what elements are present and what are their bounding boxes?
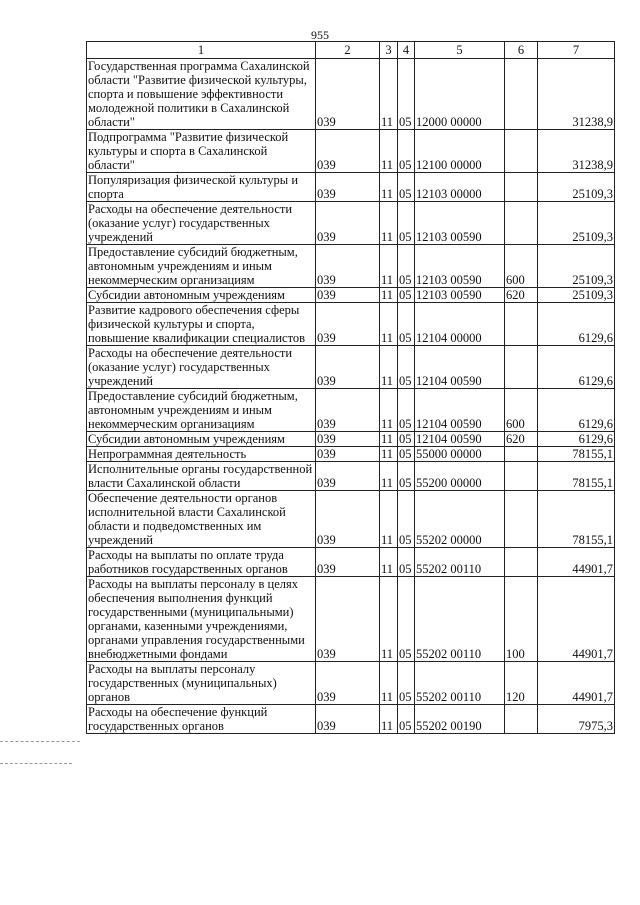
cell-target: 12000 00000	[415, 59, 505, 130]
cell-section: 11	[380, 173, 398, 202]
budget-table	[86, 41, 615, 734]
cell-section: 11	[380, 491, 398, 548]
cell-amount: 25109,3	[538, 173, 615, 202]
cell-amount: 6129,6	[538, 389, 615, 432]
cell-name: Субсидии автономным учреждениям	[87, 432, 316, 447]
cell-type: 600	[505, 389, 538, 432]
cell-section: 11	[380, 346, 398, 389]
column-header: 5	[415, 42, 505, 59]
cell-subsection: 05	[398, 59, 415, 130]
cell-target: 55202 00000	[415, 491, 505, 548]
cell-code: 039	[316, 245, 380, 288]
cell-section: 11	[380, 245, 398, 288]
cell-amount: 78155,1	[538, 491, 615, 548]
cell-subsection: 05	[398, 447, 415, 462]
cell-type	[505, 346, 538, 389]
table-row	[87, 245, 615, 288]
cell-name: Обеспечение деятельности органов исполнительной власти Сахалинской области и подведомственных им учреждений	[87, 491, 316, 548]
table-row	[87, 59, 615, 130]
cell-name: Подпрограмма "Развитие физической культуры и спорта в Сахалинской области"	[87, 130, 316, 173]
cell-type	[505, 447, 538, 462]
cell-amount: 7975,3	[538, 705, 615, 734]
cell-code: 039	[316, 548, 380, 577]
cell-code: 039	[316, 389, 380, 432]
cell-name: Предоставление субсидий бюджетным, автономным учреждениям и иным некоммерческим организациям	[87, 245, 316, 288]
cell-target: 12103 00590	[415, 245, 505, 288]
cell-subsection: 05	[398, 130, 415, 173]
cell-amount: 25109,3	[538, 245, 615, 288]
column-header: 1	[87, 42, 316, 59]
cell-code: 039	[316, 288, 380, 303]
cell-section: 11	[380, 389, 398, 432]
cell-amount: 31238,9	[538, 130, 615, 173]
cell-amount: 6129,6	[538, 346, 615, 389]
cell-subsection: 05	[398, 346, 415, 389]
cell-code: 039	[316, 447, 380, 462]
cell-type	[505, 202, 538, 245]
cell-type: 620	[505, 288, 538, 303]
cell-code: 039	[316, 346, 380, 389]
cell-subsection: 05	[398, 462, 415, 491]
cell-section: 11	[380, 705, 398, 734]
cell-subsection: 05	[398, 577, 415, 662]
cell-name: Расходы на обеспечение деятельности (оказание услуг) государственных учреждений	[87, 346, 316, 389]
table-row	[87, 705, 615, 734]
cell-target: 55000 00000	[415, 447, 505, 462]
table-row	[87, 130, 615, 173]
cell-section: 11	[380, 59, 398, 130]
cell-section: 11	[380, 202, 398, 245]
cell-target: 12103 00590	[415, 202, 505, 245]
cell-amount: 6129,6	[538, 432, 615, 447]
cell-target: 55202 00110	[415, 548, 505, 577]
cell-code: 039	[316, 577, 380, 662]
cell-name: Расходы на обеспечение функций государственных органов	[87, 705, 316, 734]
table-row	[87, 303, 615, 346]
cell-section: 11	[380, 548, 398, 577]
cell-code: 039	[316, 173, 380, 202]
cell-code: 039	[316, 303, 380, 346]
cell-section: 11	[380, 577, 398, 662]
cell-amount: 6129,6	[538, 303, 615, 346]
table-row	[87, 202, 615, 245]
table-row	[87, 173, 615, 202]
cell-code: 039	[316, 432, 380, 447]
column-header: 3	[380, 42, 398, 59]
cell-type: 120	[505, 662, 538, 705]
cell-section: 11	[380, 662, 398, 705]
cell-subsection: 05	[398, 491, 415, 548]
cell-code: 039	[316, 662, 380, 705]
table-row	[87, 389, 615, 432]
cell-name: Непрограммная деятельность	[87, 447, 316, 462]
page-number: 955	[311, 28, 329, 42]
table-row	[87, 447, 615, 462]
cell-subsection: 05	[398, 303, 415, 346]
cell-section: 11	[380, 130, 398, 173]
cell-name: Расходы на выплаты персоналу в целях обеспечения выполнения функций государственными (муниципальными) органами, казенными учреждениями, органами управления государственными внебюджетными фондами	[87, 577, 316, 662]
table-row	[87, 491, 615, 548]
cell-type	[505, 491, 538, 548]
cell-code: 039	[316, 202, 380, 245]
cell-type	[505, 462, 538, 491]
cell-amount: 78155,1	[538, 447, 615, 462]
cell-name: Развитие кадрового обеспечения сферы физической культуры и спорта, повышение квалификации специалистов	[87, 303, 316, 346]
cell-section: 11	[380, 303, 398, 346]
cell-amount: 44901,7	[538, 662, 615, 705]
cell-code: 039	[316, 705, 380, 734]
cell-subsection: 05	[398, 389, 415, 432]
cell-name: Исполнительные органы государственной власти Сахалинской области	[87, 462, 316, 491]
column-header: 2	[316, 42, 380, 59]
cell-target: 12104 00590	[415, 432, 505, 447]
column-header: 4	[398, 42, 415, 59]
cell-amount: 78155,1	[538, 462, 615, 491]
cell-name: Субсидии автономным учреждениям	[87, 288, 316, 303]
scan-mark	[0, 763, 72, 765]
cell-target: 12100 00000	[415, 130, 505, 173]
cell-type	[505, 59, 538, 130]
cell-type	[505, 130, 538, 173]
cell-subsection: 05	[398, 245, 415, 288]
cell-target: 55202 00110	[415, 577, 505, 662]
cell-subsection: 05	[398, 705, 415, 734]
cell-code: 039	[316, 462, 380, 491]
cell-type	[505, 705, 538, 734]
cell-target: 55202 00110	[415, 662, 505, 705]
cell-target: 55202 00190	[415, 705, 505, 734]
cell-type	[505, 173, 538, 202]
cell-subsection: 05	[398, 432, 415, 447]
cell-type	[505, 303, 538, 346]
table-row	[87, 288, 615, 303]
column-header: 7	[538, 42, 615, 59]
cell-subsection: 05	[398, 548, 415, 577]
cell-section: 11	[380, 432, 398, 447]
cell-subsection: 05	[398, 173, 415, 202]
cell-name: Расходы на выплаты персоналу государственных (муниципальных) органов	[87, 662, 316, 705]
table-header-row	[87, 42, 615, 59]
cell-target: 12104 00000	[415, 303, 505, 346]
table-row	[87, 432, 615, 447]
cell-type: 100	[505, 577, 538, 662]
cell-name: Государственная программа Сахалинской области "Развитие физической культуры, спорта и повышение эффективности молодежной политики в Сахалинской области"	[87, 59, 316, 130]
table-row	[87, 662, 615, 705]
cell-name: Предоставление субсидий бюджетным, автономным учреждениям и иным некоммерческим организациям	[87, 389, 316, 432]
cell-amount: 44901,7	[538, 548, 615, 577]
cell-type: 600	[505, 245, 538, 288]
cell-target: 12103 00590	[415, 288, 505, 303]
cell-amount: 31238,9	[538, 59, 615, 130]
cell-target: 12103 00000	[415, 173, 505, 202]
cell-target: 12104 00590	[415, 346, 505, 389]
cell-name: Расходы на выплаты по оплате труда работников государственных органов	[87, 548, 316, 577]
cell-subsection: 05	[398, 288, 415, 303]
cell-code: 039	[316, 491, 380, 548]
table-row	[87, 548, 615, 577]
scan-mark	[0, 741, 80, 743]
cell-amount: 25109,3	[538, 202, 615, 245]
cell-code: 039	[316, 59, 380, 130]
cell-type: 620	[505, 432, 538, 447]
cell-name: Расходы на обеспечение деятельности (оказание услуг) государственных учреждений	[87, 202, 316, 245]
table-row	[87, 577, 615, 662]
cell-section: 11	[380, 462, 398, 491]
cell-section: 11	[380, 288, 398, 303]
cell-name: Популяризация физической культуры и спорта	[87, 173, 316, 202]
cell-section: 11	[380, 447, 398, 462]
cell-amount: 25109,3	[538, 288, 615, 303]
table-row	[87, 462, 615, 491]
cell-target: 55200 00000	[415, 462, 505, 491]
cell-subsection: 05	[398, 662, 415, 705]
cell-amount: 44901,7	[538, 577, 615, 662]
cell-target: 12104 00590	[415, 389, 505, 432]
table-row	[87, 346, 615, 389]
cell-type	[505, 548, 538, 577]
cell-subsection: 05	[398, 202, 415, 245]
cell-code: 039	[316, 130, 380, 173]
column-header: 6	[505, 42, 538, 59]
